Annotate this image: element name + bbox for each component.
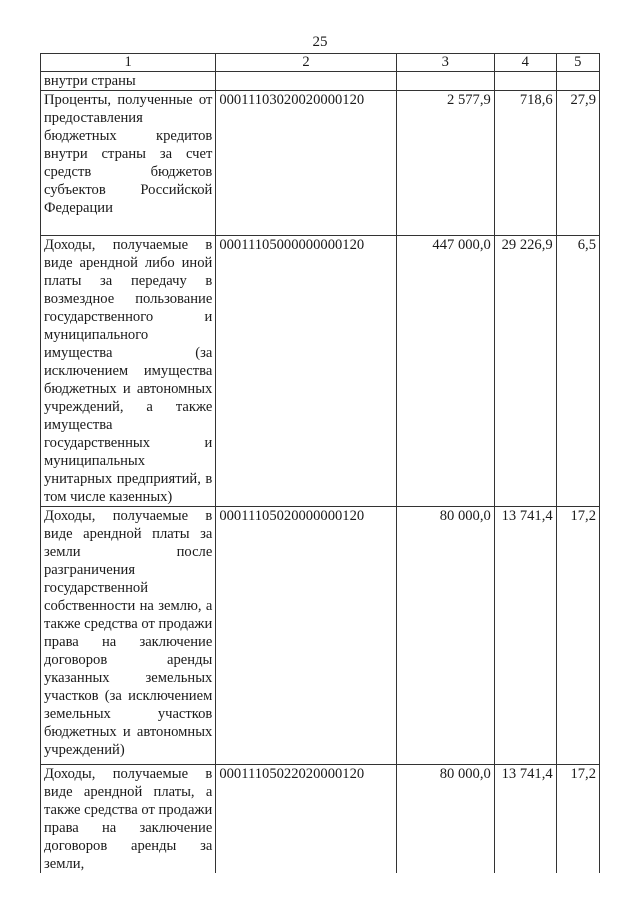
row-value-col3: 447 000,0 bbox=[396, 236, 494, 507]
table-row bbox=[41, 507, 600, 765]
row-code bbox=[216, 72, 396, 91]
row-value-col3: 80 000,0 bbox=[396, 507, 494, 765]
row-value-col3: 80 000,0 bbox=[396, 765, 494, 874]
row-value-col3 bbox=[396, 72, 494, 91]
table-row bbox=[41, 765, 600, 874]
column-header-5: 5 bbox=[556, 54, 599, 72]
page-number: 25 bbox=[312, 34, 328, 50]
row-value-col4: 13 741,4 bbox=[494, 765, 556, 874]
row-code: 00011103020020000120 bbox=[216, 91, 396, 236]
row-value-col4 bbox=[494, 72, 556, 91]
column-header-4: 4 bbox=[494, 54, 556, 72]
row-value-col4: 13 741,4 bbox=[494, 507, 556, 765]
row-value-col4: 29 226,9 bbox=[494, 236, 556, 507]
row-value-col5: 6,5 bbox=[556, 236, 599, 507]
table-row bbox=[41, 72, 600, 91]
table-header-row bbox=[41, 54, 600, 72]
table-row bbox=[41, 91, 600, 236]
row-name: внутри страны bbox=[41, 72, 216, 91]
column-header-2: 2 bbox=[216, 54, 396, 72]
row-value-col5: 27,9 bbox=[556, 91, 599, 236]
row-name: Доходы, получаемые в виде арендной либо иной платы за передачу в возмездное пользование государственного и муниципального имущества (за исключением имущества бюджетных и автономных учреждений, а также имущества государственных и муниципальных унитарных предприятий, в том числе казенных) bbox=[41, 236, 216, 507]
row-name: Проценты, полученные от предоставления бюджетных кредитов внутри страны за счет средств бюджетов субъектов Российской Федерации bbox=[41, 91, 216, 236]
column-header-1: 1 bbox=[41, 54, 216, 72]
column-header-3: 3 bbox=[396, 54, 494, 72]
row-name: Доходы, получаемые в виде арендной платы, а также средства от продажи права на заключение договоров аренды за земли, bbox=[41, 765, 216, 874]
table-row bbox=[41, 236, 600, 507]
row-value-col5: 17,2 bbox=[556, 507, 599, 765]
row-value-col5: 17,2 bbox=[556, 765, 599, 874]
row-name: Доходы, получаемые в виде арендной платы за земли после разграничения государственной собственности на землю, а также средства от продажи права на заключение договоров аренды указанных земельных участков (за исключением земельных участков бюджетных и автономных учреждений) bbox=[41, 507, 216, 765]
row-value-col4: 718,6 bbox=[494, 91, 556, 236]
row-value-col5 bbox=[556, 72, 599, 91]
row-code: 00011105000000000120 bbox=[216, 236, 396, 507]
row-code: 00011105022020000120 bbox=[216, 765, 396, 874]
revenue-table bbox=[40, 53, 600, 873]
row-value-col3: 2 577,9 bbox=[396, 91, 494, 236]
row-code: 00011105020000000120 bbox=[216, 507, 396, 765]
